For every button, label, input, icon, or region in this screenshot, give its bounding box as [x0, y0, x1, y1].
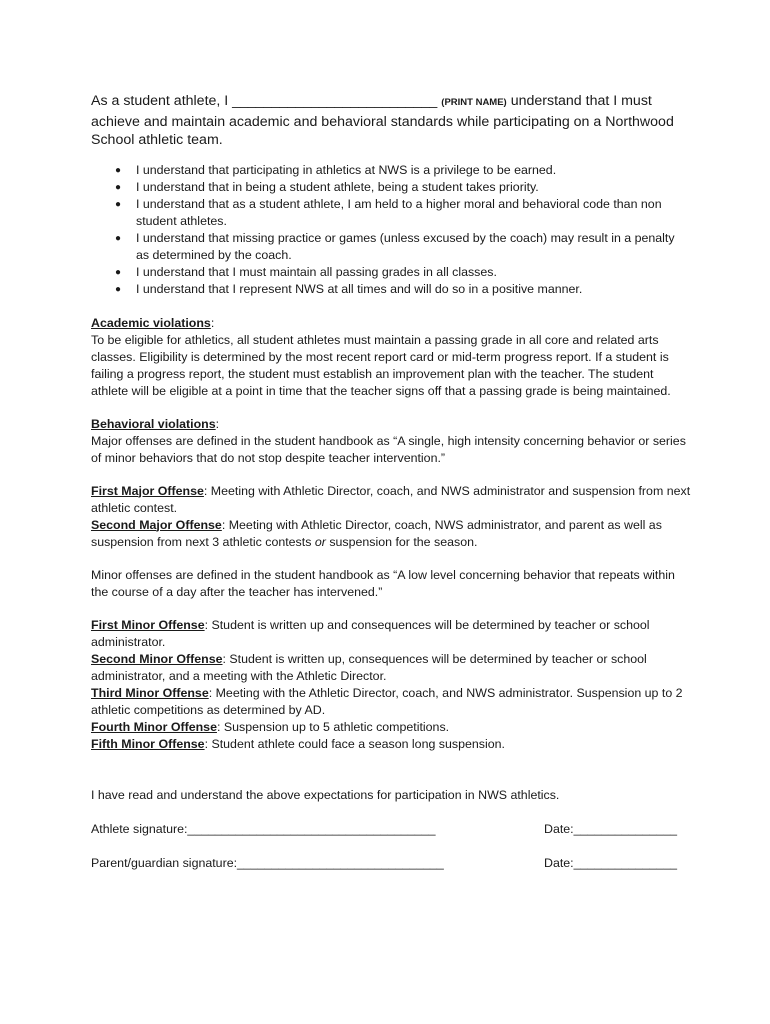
- first-major-offense: First Major Offense: Meeting with Athletic Director, coach, and NWS administrator and suspension from next athletic contest.: [91, 483, 691, 515]
- list-item: ● I understand that participating in athletics at NWS is a privilege to be earned.: [115, 162, 557, 177]
- list-item: ● I understand that I must maintain all passing grades in all classes.: [115, 264, 497, 279]
- major-offenses-section: [91, 483, 691, 551]
- parent-signature-field[interactable]: Parent/guardian signature:______________________________: [91, 855, 444, 870]
- academic-section: Academic violations: To be eligible for athletics, all student athletes must maintain a passing grade in all core and related arts classes. Eligibility is determined by the most recent report card or mid-term progress report. If a student is failing a progress report, the student must establish an improvement plan with the teacher. The student athlete will be eligible at a point in time that the teacher signs off that a passing grade is being maintained.: [91, 315, 691, 400]
- athlete-signature-row[interactable]: [91, 821, 691, 838]
- intro-paragraph: [91, 92, 691, 150]
- athlete-date-field[interactable]: Date:_______________: [544, 821, 677, 836]
- print-name-label: (PRINT NAME): [441, 97, 507, 108]
- academic-heading: Academic violations: [91, 315, 211, 330]
- academic-text: To be eligible for athletics, all student athletes must maintain a passing grade in all core and related arts classes. Eligibility is determined by the most recent report card or mid-term progress report. If a student is failing a progress report, the student must establish an improvement plan with the teacher. The student athlete will be eligible at a point in time that the teacher signs off that a passing grade is being maintained.: [91, 332, 671, 398]
- acknowledgement-section: [91, 787, 691, 804]
- list-item: ● I understand that missing practice or games (unless excused by the coach) may result in a penalty as determined by the coach.: [115, 230, 675, 262]
- behavioral-heading: Behavioral violations: [91, 416, 216, 431]
- first-minor-offense: First Minor Offense: Student is written up and consequences will be determined by teacher or school administrator.: [91, 617, 650, 649]
- fourth-minor-offense: Fourth Minor Offense: Suspension up to 5 athletic competitions.: [91, 719, 450, 734]
- bullet-icon: ●: [115, 283, 122, 295]
- behavioral-text: Major offenses are defined in the student handbook as “A single, high intensity concerning behavior or series of minor behaviors that do not stop despite teacher intervention.”: [91, 433, 686, 465]
- minor-intro-text: Minor offenses are defined in the student handbook as “A low level concerning behavior that repeats within the course of a day after the teacher has intervened.”: [91, 567, 675, 599]
- second-minor-offense: Second Minor Offense: Student is written up, consequences will be determined by teacher or school administrator, and a meeting with the Athletic Director.: [91, 651, 647, 683]
- parent-date-field[interactable]: Date:_______________: [544, 855, 677, 870]
- fifth-minor-offense: Fifth Minor Offense: Student athlete could face a season long suspension.: [91, 736, 505, 751]
- intro-prefix: As a student athlete, I __________________________: [91, 93, 438, 109]
- intro-suffix: understand that I must achieve and maintain academic and behavioral standards while participating on a Northwood School athletic team.: [91, 93, 674, 148]
- acknowledgement-text: I have read and understand the above expectations for participation in NWS athletics.: [91, 787, 560, 802]
- minor-intro-section: [91, 567, 691, 601]
- document-page: [91, 92, 691, 872]
- expectations-list: [91, 162, 691, 298]
- bullet-icon: ●: [115, 266, 122, 278]
- bullet-icon: ●: [115, 198, 122, 210]
- parent-signature-row[interactable]: [91, 855, 691, 872]
- list-item: ● I understand that as a student athlete, I am held to a higher moral and behavioral code than non student athletes.: [115, 196, 662, 228]
- behavioral-section: Behavioral violations: Major offenses are defined in the student handbook as “A single, high intensity concerning behavior or series of minor behaviors that do not stop despite teacher intervention.”: [91, 416, 691, 467]
- athlete-signature-field[interactable]: Athlete signature:____________________________________: [91, 821, 436, 836]
- bullet-icon: ●: [115, 164, 122, 176]
- list-item: ● I understand that I represent NWS at all times and will do so in a positive manner.: [115, 281, 583, 296]
- list-item: ● I understand that in being a student athlete, being a student takes priority.: [115, 179, 539, 194]
- bullet-icon: ●: [115, 181, 122, 193]
- minor-offenses-section: [91, 617, 691, 753]
- second-major-offense: Second Major Offense: Meeting with Athletic Director, coach, NWS administrator, and parent as well as suspension from next 3 athletic contests or suspension for the season.: [91, 517, 662, 549]
- third-minor-offense: Third Minor Offense: Meeting with the Athletic Director, coach, and NWS administrator. Suspension up to 2 athletic competitions as determined by AD.: [91, 685, 683, 717]
- bullet-icon: ●: [115, 232, 122, 244]
